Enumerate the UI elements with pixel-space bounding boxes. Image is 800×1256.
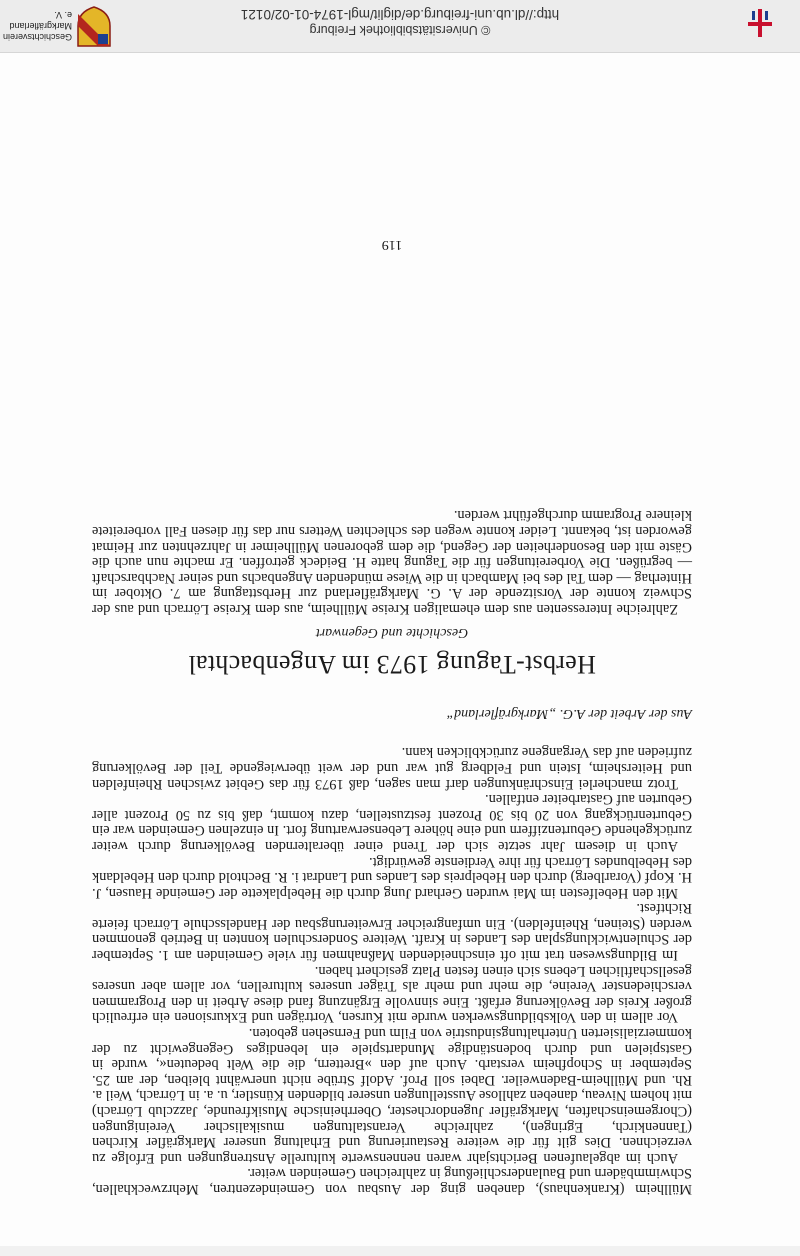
top-margin-strip bbox=[0, 1246, 800, 1256]
paragraph: Müllheim (Krankenhaus), daneben ging der Ausbau von Gemeindezentren, Mehrzweckhallen, Schwimmbädern und Baulanderschließung in zahlreichen Gemeinden weiter. bbox=[92, 1165, 692, 1197]
paragraph: Auch im abgelaufenen Berichtsjahr waren nennenswerte kulturelle Anstrengungen und Erfolge zu verzeichnen. Dies gilt für die weitere Restaurierung und Erhaltung unserer Markgräfler Kirchen (Tannenkirch, Egringen), zahlreiche Veranstaltungen musikalischer Vereinigungen (Chorgemeinschaften, Markgräfler Jugendorchester, Oberrheinische Musikfreunde, Jazzclub Lörrach) mit hohem Niveau, daneben zahllose Ausstellungen unserer bildenden Künstler, u. a. in Lörrach, Weil a. Rh. und Müllheim-Badenweiler. Dabei soll Prof. Adolf Strübe nicht unerwähnt bleiben, der am 25. September in Schopfheim verstarb. Auch auf den »Brettern, die die Welt bedeuten«, wurde in Gastspielen und durch bodenständige Mundartspiele ein lebendiges Gegengewicht zu der kommerzialisierten Unterhaltungsindustrie von Film und Fernsehen geboten. bbox=[92, 1025, 692, 1166]
paragraph: Trotz mancherlei Einschränkungen darf man sagen, daß 1973 für das Gebiet zwischen Rheinfelden und Heitersheim, Istein und Feldberg gut war und der weit überwiegende Teil der Bevölkerung zufrieden auf das Vergangene zurückblicken kann. bbox=[92, 744, 692, 792]
society-logo bbox=[2, 4, 112, 50]
paragraph: Vor allem in den Volksbildungswerken wurde mit Kursen, Vorträgen und Exkursionen ein erfreulich großer Kreis der Bevölkerung erfaßt. Eine sinnvolle Ergänzung fand diese Arbeit in den Programmen verschiedenster Vereine, die mehr und mehr als Träger unseres kulturellen, vor allem aber unseres gesellschaftlichen Lebens sich einen festen Platz gesichert haben. bbox=[92, 962, 692, 1026]
library-logo-icon bbox=[745, 8, 775, 38]
section-body bbox=[92, 507, 692, 616]
page-number: 119 bbox=[381, 237, 403, 252]
paragraph: Im Bildungswesen trat mit oft einschneidenden Maßnahmen für viele Gemeinden am 1. September der Schulentwicklungsplan des Landes in Kraft. Weitere Sonderschulen konnten in Betrieb genommen werden (Steinen, Rheinfelden). Ein umfangreicher Erweiterungsbau der Handelsschule Lörrach feierte Richtfest. bbox=[92, 900, 692, 964]
paragraph: Mit den Hebelfesten im Mai wurden Gerhard Jung durch die Hebelplakette der Gemeinde Hausen, J. H. Kopf (Vorarlberg) durch den Hebelpreis des Landes und Landrat i. R. Bechtold durch den Hebeldank des Hebelbundes Lörrach für ihre Verdienste gewürdigt. bbox=[92, 853, 692, 901]
footer-bar bbox=[0, 0, 800, 53]
section-subtitle: Geschichte und Gegenwart bbox=[315, 625, 469, 640]
coat-of-arms-icon bbox=[76, 6, 112, 48]
section-title: Herbst-Tagung 1973 im Angenbachtal bbox=[188, 650, 596, 679]
footer-watermark bbox=[180, 6, 620, 38]
footer-url[interactable]: http://dl.ub.uni-freiburg.de/diglit/mgl-1974-01-02/0121 bbox=[240, 7, 560, 22]
footer-copyright: © Universitätsbibliothek Freiburg bbox=[309, 23, 491, 37]
paragraph: Zahlreiche Interessenten aus dem ehemaligen Kreise Müllheim, aus dem Kreise Lörrach und aus der Schweiz konnte der Vorsitzende der A. G. Markgräflerland zur Herbsttagung am 7. Oktober im Hinterhag — dem Tal des bei Mambach in die Wiese mündenden Angenbachs und seiner Nachbarschaft — begrüßen. Die Vorbereitungen für die Tagung hatte H. Beideck getroffen. Er machte nun auch die Gäste mit den Besonderheiten der Gegend, die dem geborenen Müllheimer in Jahrzehnten zur Heimat geworden ist, bekannt. Leider konnte wegen des schlechten Wetters nur das für diesen Fall vorbereitete kleinere Programm durchgeführt werden. bbox=[92, 507, 692, 617]
section-source: Aus der Arbeit der A.G. „Markgräflerland“ bbox=[446, 706, 692, 721]
paragraph: Auch in diesem Jahr setzte sich der Trend einer überalternden Bevölkerung durch weiter zurückgehende Geburtenziffern und eine höhere Lebenserwartung fort. In einzelnen Gemeinden war ein Geburtenrückgang von 20 bis 30 Prozent festzustellen, dazu kommt, daß bis zu 50 Prozent aller Geburten auf Gastarbeiter entfallen. bbox=[92, 791, 692, 854]
society-name: Geschichtsverein Markgräflerland e. V. bbox=[2, 10, 72, 42]
continuation-text bbox=[92, 744, 692, 1196]
